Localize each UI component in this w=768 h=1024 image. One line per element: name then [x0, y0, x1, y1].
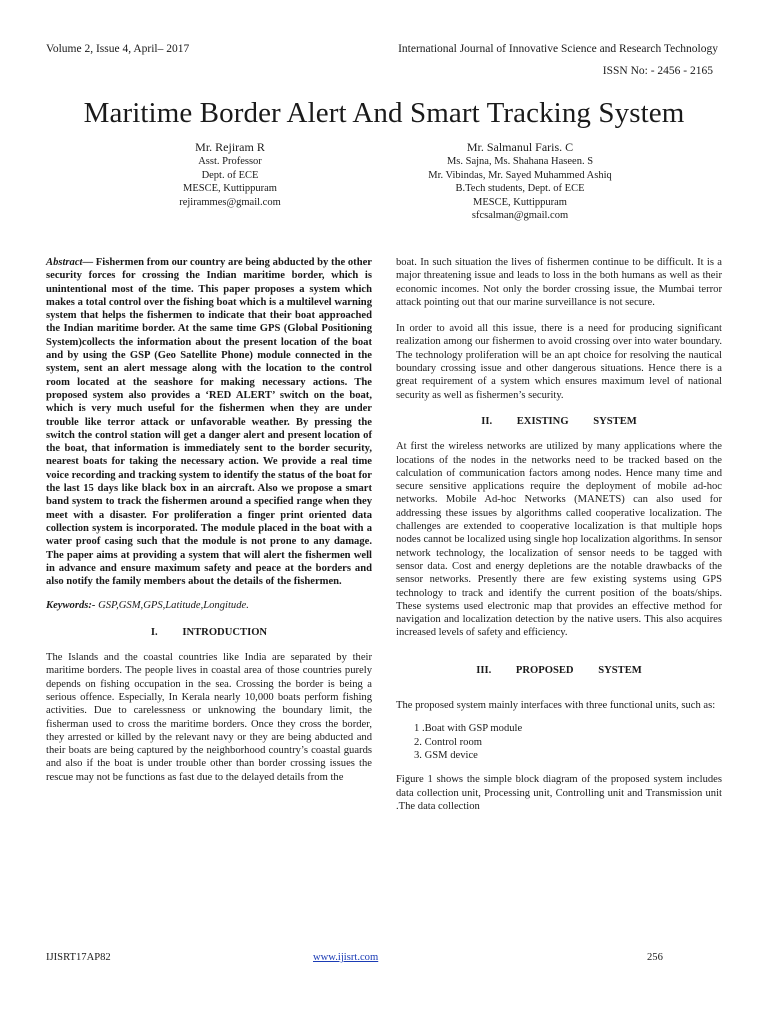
author-left-line: Dept. of ECE: [201, 169, 259, 181]
abstract-text: — Fishermen from our country are being abducted by the other security forces for crossing the Indian maritime border, which is unintentional most of the time. This paper proposes a system which makes a total control over the fishing boat which is a multilevel warning system that helps the fishermen to indicate that their boat approached the Indian maritime border. At the same time GPS (Global Positioning System)collects the information about the present location of the boat and by using the GSP (Geo Satellite Phone) module connected in the system, sent an alert message along with the location to the control room located at the seashore for making necessary actions. The proposed system also provides a ‘RED ALERT’ switch on the boat, which is very much useful for the fishermen when they are under trouble like terror attack or unfavorable weather. By pressing the switch the control station will get a danger alert and present location of the boat, that information is immediately sent to the border security, nearest boats for taking the necessary action. We provide a real time voice recording and tracking system to identify the status of the boat for the last 15 days like black box in an aircraft. Also we propose a smart band system to track the fishermen around a specified range when they meet with a disaster. For proliferation a finger print oriented data collection system is incorporated. The module placed in the boat with a water proof casing such that the module is not prone to any damage. The paper aims at providing a system that will alert the fishermen well in advance and ensure maximum safety and peace at the borders and also notify the family members about the details of the fishermen.: [46, 257, 372, 588]
author-right-name: Mr. Salmanul Faris. C: [466, 140, 574, 154]
header-journal: International Journal of Innovative Science and Research Technology: [398, 43, 718, 55]
footer-paper-id: IJISRT17AP82: [46, 952, 111, 963]
section-heading-introduction: I. INTRODUCTION: [150, 626, 268, 638]
paragraph: The proposed system mainly interfaces with three functional units, such as:: [396, 700, 716, 712]
paragraph: The Islands and the coastal countries like India are separated by their maritime borders. The people lives in coastal area of those countries purely depends on fishing occupation in the sea. Crossing the border is being a serious offence. Especially, In Kerala nearly 10,000 boats perform fishing activities. Due to carelessness or unknowing the boundary limit, the fisherman used to cross the maritime borders. Once they cross the border, they arrested or killed by the relevant navy or they are being abducted and their boats are being captured by the neighborhood country’s coastal guards and also if the boat is under trouble other than border crossing issues the rescue may not be functions as fast due to the delayed details from the: [46, 652, 372, 783]
column-left: [46, 256, 372, 784]
author-right-line: B.Tech students, Dept. of ECE: [455, 183, 585, 194]
paper-title: Maritime Border Alert And Smart Tracking System: [83, 97, 685, 129]
abstract: [46, 256, 372, 588]
keywords: [46, 599, 372, 612]
author-left-line: Asst. Professor: [198, 156, 262, 167]
abstract-label: Abstract: [46, 257, 83, 268]
section-heading-proposed-system: III. PROPOSED SYSTEM: [476, 664, 642, 676]
author-right-line: MESCE, Kuttippuram: [473, 196, 567, 208]
author-right-email: sfcsalman@gmail.com: [471, 210, 569, 221]
keywords-text: GSP,GSM,GPS,Latitude,Longitude.: [95, 600, 249, 612]
author-left-email: rejirammes@gmail.com: [179, 196, 281, 208]
header-issn: ISSN No: - 2456 - 2165: [602, 65, 713, 77]
header-volume: Volume 2, Issue 4, April– 2017: [46, 43, 190, 55]
author-left: [130, 140, 330, 209]
keywords-label: Keywords:-: [46, 600, 96, 612]
column-right: [396, 256, 722, 813]
author-right-line: Mr. Vibindas, Mr. Sayed Muhammed Ashiq: [428, 169, 612, 181]
author-left-name: Mr. Rejiram R: [195, 140, 265, 154]
list-item: 2. Control room: [414, 736, 482, 748]
section-heading-existing-system: II. EXISTING SYSTEM: [481, 415, 637, 427]
paragraph: At first the wireless networks are utilized by many applications where the locations of the nodes in the networks need to be tracked based on the calculation of communication factors among nodes. Hence many time and secure sensitive applications require the deployment of mobile ad-hoc networks. Mobile Ad-hoc Networks (MANETS) can also used for addressing these issues by algorithms called cooperative localization. The challenges are extended to cooperative localization is that multiple hops nodes cannot be localized using single hop localization algorithms. In sensor network technology, the localization of sensor needs to be tagged with sensor data. Cost and energy depletions are the notable drawbacks of the sensor networks. Presently there are few existing systems using GPS technology to track and identify the current position of the boats/ships. These systems used electronic map that provides an effective method for navigation and localization detection by the native users. This also acquires increased levels of safety and efficiency.: [396, 441, 722, 639]
list-item: 1 .Boat with GSP module: [414, 723, 523, 735]
author-left-line: MESCE, Kuttippuram: [183, 183, 277, 194]
paragraph: Figure 1 shows the simple block diagram of the proposed system includes data collection unit, Processing unit, Controlling unit and Transmission unit .The data collection: [396, 774, 722, 812]
paragraph: boat. In such situation the lives of fishermen continue to be difficult. It is a major threatening issue and leads to loss in the both humans as well as their economic incomes. Not only the border crossing issue, the Mumbai terror attack pointing out that our marine surveillance is not secure.: [396, 257, 722, 308]
paragraph: In order to avoid all this issue, there is a need for producing significant realization among our fishermen to avoid crossing over into water boundary. The technology proliferation will be an apt choice for resolving the nautical boundary crossing issue and other dangerous situations. Hence there is a great requirement of a system which ensures maximum level of national security as well as fishermen’s security.: [396, 323, 722, 401]
unit-list: [414, 722, 722, 762]
author-right: [390, 140, 650, 223]
footer-page-number: 256: [647, 952, 663, 963]
list-item: 3. GSM device: [414, 749, 478, 761]
author-right-line: Ms. Sajna, Ms. Shahana Haseen. S: [446, 156, 594, 167]
footer-url-link[interactable]: www.ijisrt.com: [313, 952, 379, 963]
